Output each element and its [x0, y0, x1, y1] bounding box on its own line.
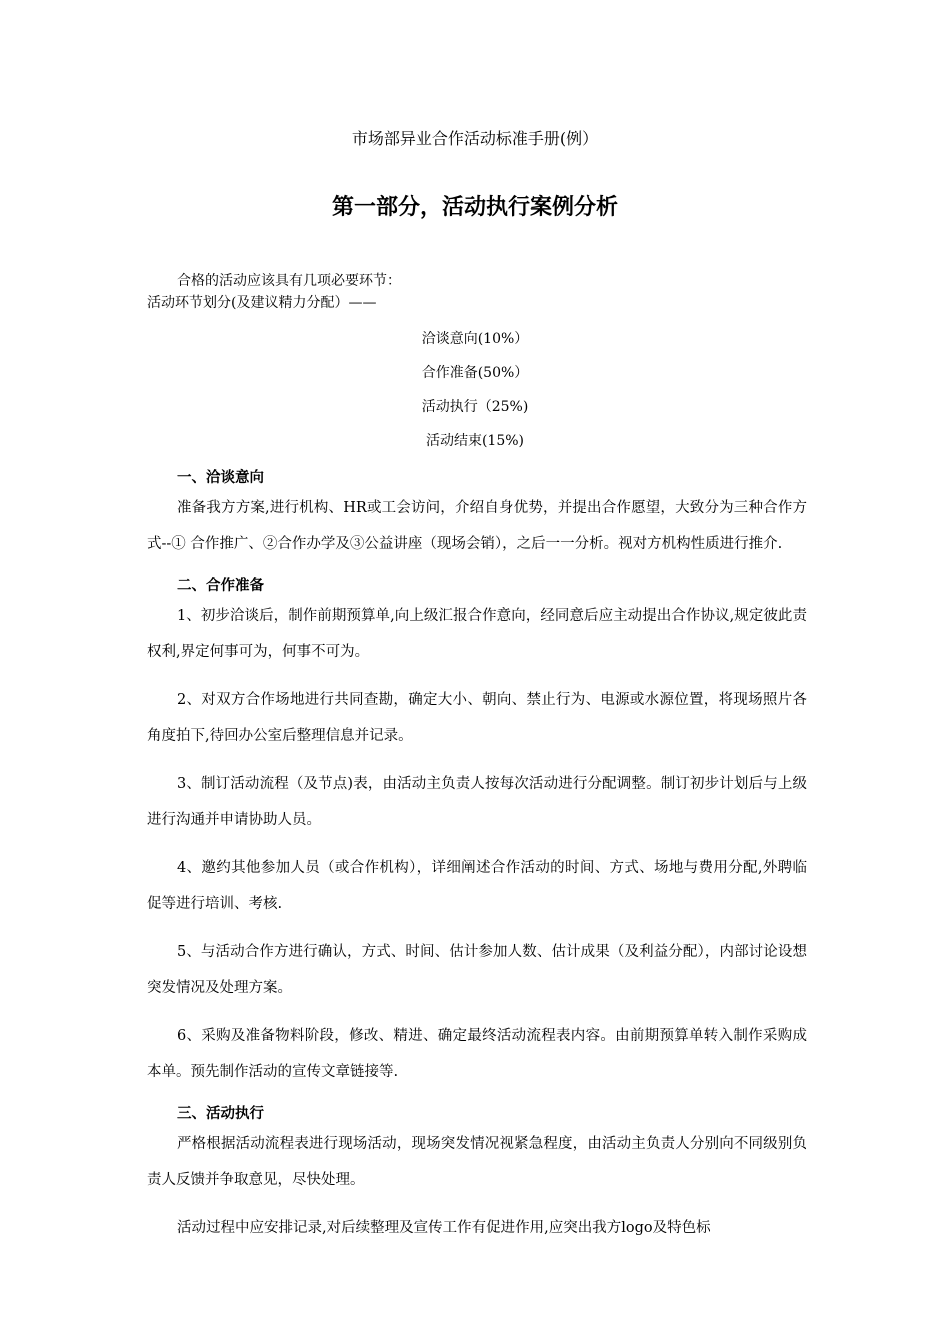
- paragraph: 3、制订活动流程（及节点)表，由活动主负责人按每次活动进行分配调整。制订初步计划后与上级进行沟通并申请协助人员。: [147, 776, 807, 828]
- paragraph: 2、对双方合作场地进行共同查勘，确定大小、朝向、禁止行为、电源或水源位置，将现场照片各角度拍下,待回办公室后整理信息并记录。: [147, 692, 807, 744]
- phase-list: [0, 328, 950, 464]
- paragraph: 6、采购及准备物料阶段，修改、精进、确定最终活动流程表内容。由前期预算单转入制作采购成本单。预先制作活动的宣传文章链接等.: [147, 1028, 807, 1080]
- paragraph: 1、初步洽谈后，制作前期预算单,向上级汇报合作意向，经同意后应主动提出合作协议,规定彼此责权利,界定何事可为，何事不可为。: [147, 608, 807, 660]
- intro-block: [147, 270, 401, 314]
- paragraph: 活动过程中应安排记录,对后续整理及宣传工作有促进作用,应突出我方logo及特色标: [177, 1220, 711, 1236]
- section-heading: 三、活动执行: [177, 1105, 264, 1122]
- intro-line-2: 活动环节划分(及建议精力分配）——: [147, 295, 377, 311]
- paragraph: 严格根据活动流程表进行现场活动，现场突发情况视紧急程度，由活动主负责人分别向不同级别负责人反馈并争取意见，尽快处理。: [147, 1136, 807, 1188]
- document-body: [147, 466, 807, 1258]
- document-title: 市场部异业合作活动标准手册(例）: [351, 129, 599, 148]
- paragraph: 5、与活动合作方进行确认，方式、时间、估计参加人数、估计成果（及利益分配），内部讨论设想突发情况及处理方案。: [147, 944, 807, 996]
- phase-item: 活动执行（25%): [421, 399, 529, 415]
- phase-item: 合作准备(50%）: [421, 365, 529, 381]
- phase-item: 洽谈意向(10%）: [421, 331, 529, 347]
- paragraph: 4、邀约其他参加人员（或合作机构），详细阐述合作活动的时间、方式、场地与费用分配,外聘临促等进行培训、考核.: [147, 860, 807, 912]
- part-title: 第一部分，活动执行案例分析: [331, 194, 618, 220]
- section-heading: 二、合作准备: [177, 577, 264, 594]
- paragraph: 准备我方方案,进行机构、HR或工会访问，介绍自身优势，并提出合作愿望，大致分为三种合作方式--① 合作推广、②合作办学及③公益讲座（现场会销），之后一一分析。视对方机构性质进行推介.: [147, 500, 807, 552]
- intro-line-1: 合格的活动应该具有几项必要环节：: [177, 273, 401, 289]
- section-heading: 一、洽谈意向: [177, 469, 264, 486]
- phase-item: 活动结束(15%): [425, 433, 525, 449]
